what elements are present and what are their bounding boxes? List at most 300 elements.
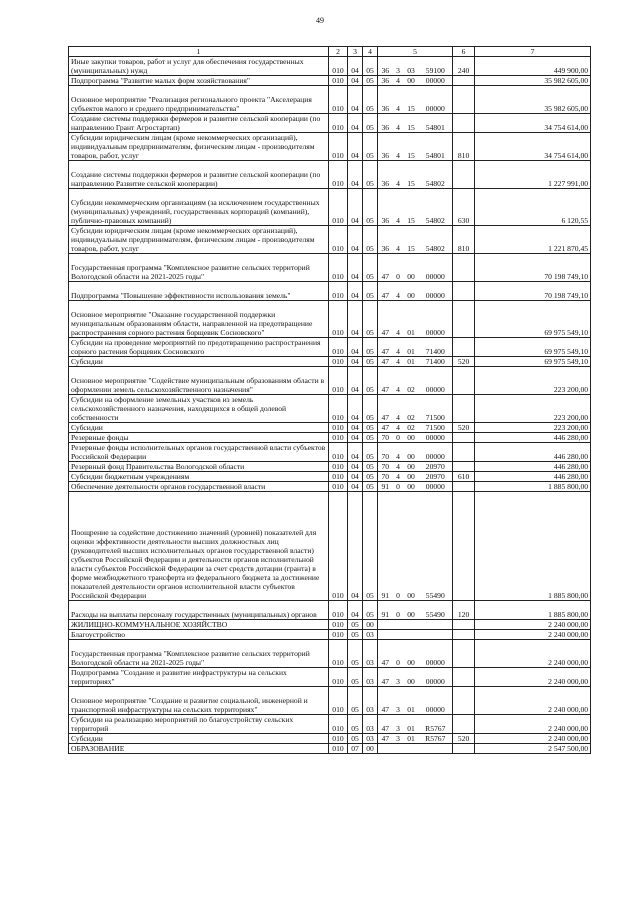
code-expense-type: 520 [453,734,475,744]
code-section: 04 [348,301,363,338]
code-ministry: 010 [329,395,348,423]
code-direction: 00000 [419,433,453,443]
code-section: 04 [348,189,363,226]
row-name: Основное мероприятие "Реализация регионального проекта "Акселерация субъектов малого и среднего предпринимательства" [69,86,329,114]
code-subsection: 05 [363,443,378,462]
code-subprogram: 3 [393,57,404,76]
code-direction: 20970 [419,472,453,482]
code-subsection: 05 [363,86,378,114]
code-measure: 15 [404,226,419,254]
row-amount: 6 120,55 [475,189,591,226]
code-measure: 00 [404,76,419,86]
code-expense-type: 520 [453,357,475,367]
code-program: 47 [378,687,393,715]
row-name: Субсидии юридическим лицам (кроме некоммерческих организаций), индивидуальным предпринимателям, физическим лицам - производителям товаров, работ, услуг [69,226,329,254]
code-ministry: 010 [329,133,348,161]
code-subprogram: 4 [393,114,404,133]
code-subprogram [393,630,404,640]
row-name: Резервный фонд Правительства Вологодской области [69,462,329,472]
row-amount: 2 240 000,00 [475,668,591,687]
code-subprogram: 4 [393,462,404,472]
code-expense-type [453,715,475,734]
code-program: 47 [378,734,393,744]
code-expense-type [453,482,475,492]
code-expense-type: 810 [453,133,475,161]
code-ministry: 010 [329,601,348,620]
code-measure: 02 [404,423,419,433]
row-amount: 2 240 000,00 [475,687,591,715]
code-direction: 55490 [419,492,453,601]
code-expense-type [453,687,475,715]
code-program: 36 [378,76,393,86]
table-row [69,620,591,630]
row-name: Государственная программа "Комплексное развитие сельских территорий Вологодской области на 2021-2025 годы" [69,254,329,282]
code-section: 04 [348,482,363,492]
code-ministry: 010 [329,687,348,715]
code-program: 47 [378,254,393,282]
row-amount: 446 280,00 [475,472,591,482]
code-subprogram: 0 [393,482,404,492]
row-amount: 446 280,00 [475,462,591,472]
code-direction: 00000 [419,367,453,395]
row-name: Субсидии некоммерческим организациям (за исключением государственных (муниципальных) учреждений, государственных корпораций (компаний), публично-правовых компаний) [69,189,329,226]
row-amount: 2 240 000,00 [475,640,591,668]
code-subsection: 05 [363,254,378,282]
code-subprogram: 0 [393,254,404,282]
header-col-1: 1 [69,47,329,57]
row-amount: 2 240 000,00 [475,715,591,734]
code-subprogram: 4 [393,86,404,114]
code-measure: 15 [404,189,419,226]
code-measure: 00 [404,601,419,620]
table-row [69,367,591,395]
code-expense-type: 610 [453,472,475,482]
code-program: 47 [378,301,393,338]
code-subprogram: 3 [393,715,404,734]
code-section: 04 [348,357,363,367]
code-program: 36 [378,133,393,161]
code-direction: 71500 [419,395,453,423]
code-expense-type [453,668,475,687]
code-measure: 00 [404,668,419,687]
code-ministry: 010 [329,472,348,482]
code-program: 36 [378,114,393,133]
code-subprogram: 4 [393,423,404,433]
code-direction [419,744,453,754]
code-subprogram: 4 [393,367,404,395]
code-direction: 00000 [419,282,453,301]
code-section: 05 [348,668,363,687]
code-expense-type [453,492,475,601]
code-program: 70 [378,443,393,462]
code-measure: 01 [404,734,419,744]
code-ministry: 010 [329,668,348,687]
code-subprogram: 0 [393,492,404,601]
code-ministry: 010 [329,640,348,668]
code-subprogram: 3 [393,668,404,687]
code-direction: 54802 [419,226,453,254]
code-expense-type [453,254,475,282]
code-expense-type [453,630,475,640]
code-subsection: 00 [363,744,378,754]
table-row [69,76,591,86]
code-subsection: 05 [363,423,378,433]
table-row [69,744,591,754]
code-direction: 54801 [419,114,453,133]
code-ministry: 010 [329,86,348,114]
code-subprogram: 0 [393,640,404,668]
code-expense-type [453,282,475,301]
code-subsection: 05 [363,76,378,86]
code-measure: 03 [404,57,419,76]
code-section: 05 [348,687,363,715]
code-measure: 00 [404,282,419,301]
code-direction [419,620,453,630]
code-measure: 00 [404,492,419,601]
code-expense-type [453,114,475,133]
code-program: 91 [378,601,393,620]
row-name: Государственная программа "Комплексное развитие сельских территорий Вологодской области на 2021-2025 годы" [69,640,329,668]
code-program: 36 [378,226,393,254]
row-name: Субсидии бюджетным учреждениям [69,472,329,482]
table-row [69,114,591,133]
row-amount: 69 975 549,10 [475,338,591,357]
code-subprogram: 0 [393,601,404,620]
row-name: Иные закупки товаров, работ и услуг для обеспечения государственных (муниципальных) нужд [69,57,329,76]
row-name: Субсидии юридическим лицам (кроме некоммерческих организаций), индивидуальным предпринимателям, физическим лицам - производителям товаров, работ, услуг [69,133,329,161]
row-name: Субсидии [69,357,329,367]
code-program: 36 [378,86,393,114]
row-amount: 69 975 549,10 [475,301,591,338]
code-program: 70 [378,433,393,443]
code-expense-type: 810 [453,226,475,254]
code-measure [404,630,419,640]
code-program: 47 [378,395,393,423]
code-ministry: 010 [329,76,348,86]
page-number: 49 [316,16,324,25]
code-section: 04 [348,367,363,395]
code-subsection: 05 [363,472,378,482]
code-expense-type [453,367,475,395]
code-measure: 00 [404,254,419,282]
row-name: Субсидии на проведение мероприятий по предотвращению распространения сорного растения борщевик Сосновского [69,338,329,357]
table-row [69,338,591,357]
code-direction: R5767 [419,715,453,734]
code-direction: 54802 [419,189,453,226]
code-direction: 20970 [419,462,453,472]
code-direction: 71500 [419,423,453,433]
row-name: Резервные фонды исполнительных органов государственной власти субъектов Российской Федерации [69,443,329,462]
code-ministry: 010 [329,433,348,443]
code-section: 04 [348,472,363,482]
code-section: 04 [348,76,363,86]
row-amount: 446 280,00 [475,443,591,462]
code-subsection: 05 [363,601,378,620]
code-section: 04 [348,443,363,462]
row-amount: 223 200,00 [475,395,591,423]
code-subprogram [393,620,404,630]
code-program: 91 [378,482,393,492]
code-subprogram: 4 [393,226,404,254]
code-expense-type [453,76,475,86]
code-expense-type [453,433,475,443]
code-expense-type [453,620,475,630]
code-direction: 54802 [419,161,453,189]
table-row [69,492,591,601]
code-subsection: 05 [363,133,378,161]
code-ministry: 010 [329,357,348,367]
code-subsection: 03 [363,640,378,668]
code-section: 05 [348,715,363,734]
code-subsection: 05 [363,395,378,423]
table-row [69,57,591,76]
code-direction: 71400 [419,357,453,367]
code-ministry: 010 [329,226,348,254]
code-program: 47 [378,282,393,301]
code-expense-type: 630 [453,189,475,226]
code-ministry: 010 [329,161,348,189]
row-name: Субсидии [69,734,329,744]
code-subprogram: 4 [393,301,404,338]
code-subprogram: 4 [393,76,404,86]
row-amount: 1 221 870,45 [475,226,591,254]
code-subprogram: 3 [393,734,404,744]
code-ministry: 010 [329,620,348,630]
code-measure: 01 [404,715,419,734]
code-direction: R5767 [419,734,453,744]
table-row [69,668,591,687]
code-program: 47 [378,357,393,367]
code-ministry: 010 [329,482,348,492]
code-section: 04 [348,338,363,357]
code-ministry: 010 [329,715,348,734]
code-ministry: 010 [329,443,348,462]
row-name: Подпрограмма "Создание и развитие инфраструктуры на сельских территориях" [69,668,329,687]
row-name: Субсидии [69,423,329,433]
row-name: Подпрограмма "Развитие малых форм хозяйствования" [69,76,329,86]
table-row [69,601,591,620]
table-row [69,462,591,472]
code-section: 04 [348,423,363,433]
row-name: Обеспечение деятельности органов государственной власти [69,482,329,492]
table-row [69,482,591,492]
budget-table [68,46,591,754]
header-col-4: 4 [363,47,378,57]
row-amount: 2 240 000,00 [475,630,591,640]
table-row [69,395,591,423]
table-row [69,357,591,367]
code-subsection: 03 [363,668,378,687]
code-expense-type: 520 [453,423,475,433]
code-program: 70 [378,462,393,472]
code-subprogram: 4 [393,133,404,161]
row-amount: 35 982 605,00 [475,76,591,86]
code-direction [419,630,453,640]
code-measure: 15 [404,133,419,161]
row-amount: 2 240 000,00 [475,620,591,630]
code-expense-type: 240 [453,57,475,76]
code-subsection: 05 [363,57,378,76]
code-subprogram: 4 [393,282,404,301]
code-section: 04 [348,395,363,423]
code-subsection: 03 [363,734,378,744]
code-direction: 00000 [419,254,453,282]
code-expense-type [453,395,475,423]
row-amount: 69 975 549,10 [475,357,591,367]
code-direction: 71400 [419,338,453,357]
code-section: 04 [348,161,363,189]
code-program: 36 [378,189,393,226]
code-expense-type [453,301,475,338]
table-row [69,640,591,668]
code-direction: 00000 [419,76,453,86]
code-measure: 00 [404,472,419,482]
row-name: Благоустройство [69,630,329,640]
code-subsection: 05 [363,114,378,133]
code-measure: 00 [404,482,419,492]
code-program: 36 [378,57,393,76]
table-row [69,161,591,189]
code-subprogram: 4 [393,443,404,462]
code-subsection: 00 [363,620,378,630]
code-expense-type [453,86,475,114]
code-section: 04 [348,226,363,254]
code-subsection: 05 [363,338,378,357]
code-section: 04 [348,282,363,301]
code-section: 05 [348,620,363,630]
code-program: 47 [378,668,393,687]
code-direction: 00000 [419,482,453,492]
code-subprogram [393,744,404,754]
table-row [69,301,591,338]
code-subsection: 03 [363,630,378,640]
row-name: Основное мероприятие "Создание и развитие социальной, инженерной и транспортной инфраструктуры на сельских территориях" [69,687,329,715]
code-direction: 55490 [419,601,453,620]
code-measure: 00 [404,433,419,443]
code-section: 04 [348,433,363,443]
code-section: 04 [348,114,363,133]
code-ministry: 010 [329,744,348,754]
code-measure: 01 [404,357,419,367]
row-amount: 70 198 749,10 [475,254,591,282]
header-col-6: 6 [453,47,475,57]
row-amount: 1 885 800,00 [475,482,591,492]
table-row [69,630,591,640]
row-name: Субсидии на реализацию мероприятий по благоустройству сельских территорий [69,715,329,734]
code-expense-type [453,161,475,189]
code-program: 36 [378,161,393,189]
code-expense-type: 120 [453,601,475,620]
code-subprogram: 4 [393,357,404,367]
row-amount: 223 200,00 [475,423,591,433]
code-ministry: 010 [329,423,348,433]
code-ministry: 010 [329,734,348,744]
code-subprogram: 4 [393,189,404,226]
code-subsection: 05 [363,492,378,601]
header-col-2: 2 [329,47,348,57]
code-direction: 59100 [419,57,453,76]
code-ministry: 010 [329,367,348,395]
code-ministry: 010 [329,492,348,601]
code-subsection: 05 [363,301,378,338]
row-name: Создание системы поддержки фермеров и развитие сельской кооперации (по направлению Развитие сельской кооперации) [69,161,329,189]
row-name: Подпрограмма "Повышение эффективности использования земель" [69,282,329,301]
code-direction: 00000 [419,668,453,687]
code-direction: 00000 [419,86,453,114]
row-amount: 35 982 605,00 [475,86,591,114]
code-expense-type [453,338,475,357]
code-measure: 02 [404,367,419,395]
row-name: Основное мероприятие "Оказание государственной поддержки муниципальным образованиям области, направленной на предотвращение распространения сорного растения борщевик Сосновского" [69,301,329,338]
table-row [69,734,591,744]
code-section: 04 [348,492,363,601]
code-measure: 00 [404,462,419,472]
table-row [69,226,591,254]
code-expense-type [453,640,475,668]
row-amount: 1 227 991,00 [475,161,591,189]
table-row [69,443,591,462]
header-col-5: 5 [378,47,453,57]
code-ministry: 010 [329,462,348,472]
code-section: 04 [348,601,363,620]
row-name: ЖИЛИЩНО-КОММУНАЛЬНОЕ ХОЗЯЙСТВО [69,620,329,630]
table-row [69,254,591,282]
code-subsection: 05 [363,161,378,189]
code-program [378,630,393,640]
code-ministry: 010 [329,282,348,301]
code-subprogram: 0 [393,433,404,443]
table-body [69,57,591,754]
code-section: 04 [348,254,363,282]
row-name: Расходы на выплаты персоналу государственных (муниципальных) органов [69,601,329,620]
code-measure: 15 [404,114,419,133]
code-subsection: 05 [363,357,378,367]
code-subsection: 03 [363,687,378,715]
code-direction: 00000 [419,301,453,338]
code-section: 07 [348,744,363,754]
code-direction: 00000 [419,640,453,668]
code-program: 47 [378,640,393,668]
code-program: 91 [378,492,393,601]
code-measure: 15 [404,161,419,189]
code-measure [404,620,419,630]
row-amount: 34 754 614,00 [475,114,591,133]
code-subsection: 05 [363,367,378,395]
table-row [69,282,591,301]
code-measure: 00 [404,640,419,668]
table-row [69,433,591,443]
code-section: 04 [348,133,363,161]
row-amount: 223 200,00 [475,367,591,395]
code-subprogram: 4 [393,338,404,357]
code-measure: 02 [404,395,419,423]
table-header-row [69,47,591,57]
table-row [69,133,591,161]
row-amount: 1 885 800,00 [475,601,591,620]
code-measure: 00 [404,443,419,462]
code-subprogram: 3 [393,687,404,715]
code-direction: 54801 [419,133,453,161]
row-amount: 2 240 000,00 [475,734,591,744]
row-amount: 449 900,00 [475,57,591,76]
code-section: 04 [348,462,363,472]
code-ministry: 010 [329,630,348,640]
code-ministry: 010 [329,301,348,338]
table-row [69,86,591,114]
code-expense-type [453,462,475,472]
row-name: Поощрение за содействие достижению значений (уровней) показателей для оценки эффективности деятельности высших должностных лиц (руководителей высших исполнительных органов государственной власти) субъектов Российской Федерации и деятельности органов исполнительной власти субъектов Российской Федерации за счет средств дотации (гранта) в форме межбюджетного трансферта из федерального бюджета за достижение показателей деятельности органов исполнительной власти субъектов Российской Федерации [69,492,329,601]
code-section: 05 [348,734,363,744]
